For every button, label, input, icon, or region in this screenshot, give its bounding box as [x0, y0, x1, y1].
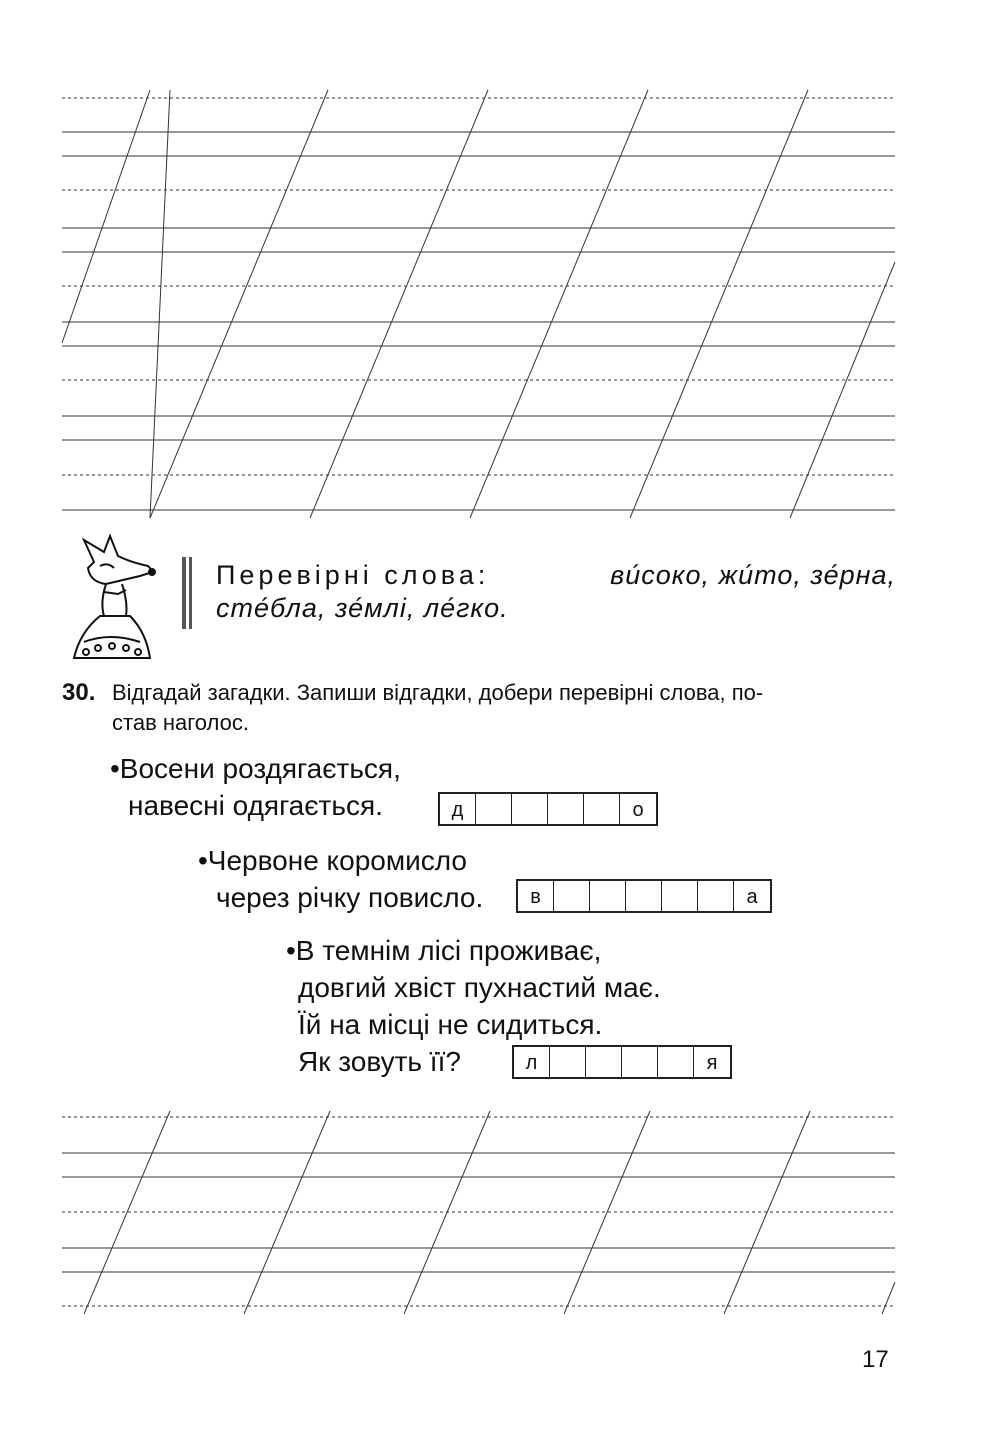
riddle-1-line1: •Восени роздягається,: [110, 753, 401, 784]
answer-cell[interactable]: в: [518, 881, 554, 911]
task-instructions: [112, 678, 902, 738]
answer-cell[interactable]: [476, 794, 512, 824]
riddle-3-line2: довгий хвіст пухнастий має.: [298, 972, 661, 1003]
answer-cell[interactable]: [698, 881, 734, 911]
riddle-2-line1: •Червоне коромисло: [198, 845, 467, 876]
fox-illustration: [70, 532, 160, 662]
answer-cell[interactable]: я: [706, 1052, 718, 1074]
task-line1: Відгадай загадки. Запиши відгадки, добери перевірні слова, по-: [112, 680, 764, 705]
riddle-3-line3: Їй на місці не сидиться.: [298, 1009, 603, 1040]
answer-cell[interactable]: о: [632, 799, 644, 821]
answer-cell[interactable]: [658, 1047, 694, 1077]
answer-cell[interactable]: [548, 794, 584, 824]
riddle-1-line2: навесні одягається.: [128, 790, 383, 821]
rule-bar-left: [182, 557, 186, 629]
answer-cell[interactable]: [590, 881, 626, 911]
task-line2: став наголос.: [112, 710, 249, 735]
riddle-2-line2: через річку повисло.: [216, 882, 484, 913]
answer-cell[interactable]: [662, 881, 698, 911]
answer-cell[interactable]: [622, 1047, 658, 1077]
riddle-2-answer-boxes[interactable]: [516, 879, 772, 913]
page-number: 17: [862, 1346, 889, 1373]
riddle-1-answer-boxes[interactable]: [438, 792, 658, 826]
riddle-1: [110, 750, 401, 824]
answer-cell[interactable]: д: [440, 794, 476, 824]
answer-cell[interactable]: [626, 881, 662, 911]
answer-cell[interactable]: [586, 1047, 622, 1077]
check-words-rule: [216, 560, 896, 624]
answer-cell[interactable]: [512, 794, 548, 824]
rule-heading: Перевірні слова:: [216, 560, 490, 590]
answer-cell[interactable]: [584, 794, 620, 824]
answer-cell[interactable]: а: [746, 886, 758, 908]
riddle-3-answer-boxes[interactable]: [512, 1045, 732, 1079]
riddle-3-line4: Як зовуть її?: [298, 1046, 461, 1077]
answer-cell[interactable]: л: [514, 1047, 550, 1077]
rule-bar-right: [189, 557, 192, 629]
riddle-3-line1: •В темнім лісі проживає,: [286, 935, 602, 966]
answer-cell[interactable]: [550, 1047, 586, 1077]
answer-cell[interactable]: [554, 881, 590, 911]
rule-words-line2: сте́бла, зе́млі, ле́гко.: [216, 593, 509, 623]
rule-words-line1: ви́соко, жи́то, зе́рна,: [610, 560, 896, 590]
task-number: 30.: [62, 679, 96, 706]
handwriting-lines-top[interactable]: [0, 0, 1006, 530]
riddle-2: [198, 842, 483, 916]
